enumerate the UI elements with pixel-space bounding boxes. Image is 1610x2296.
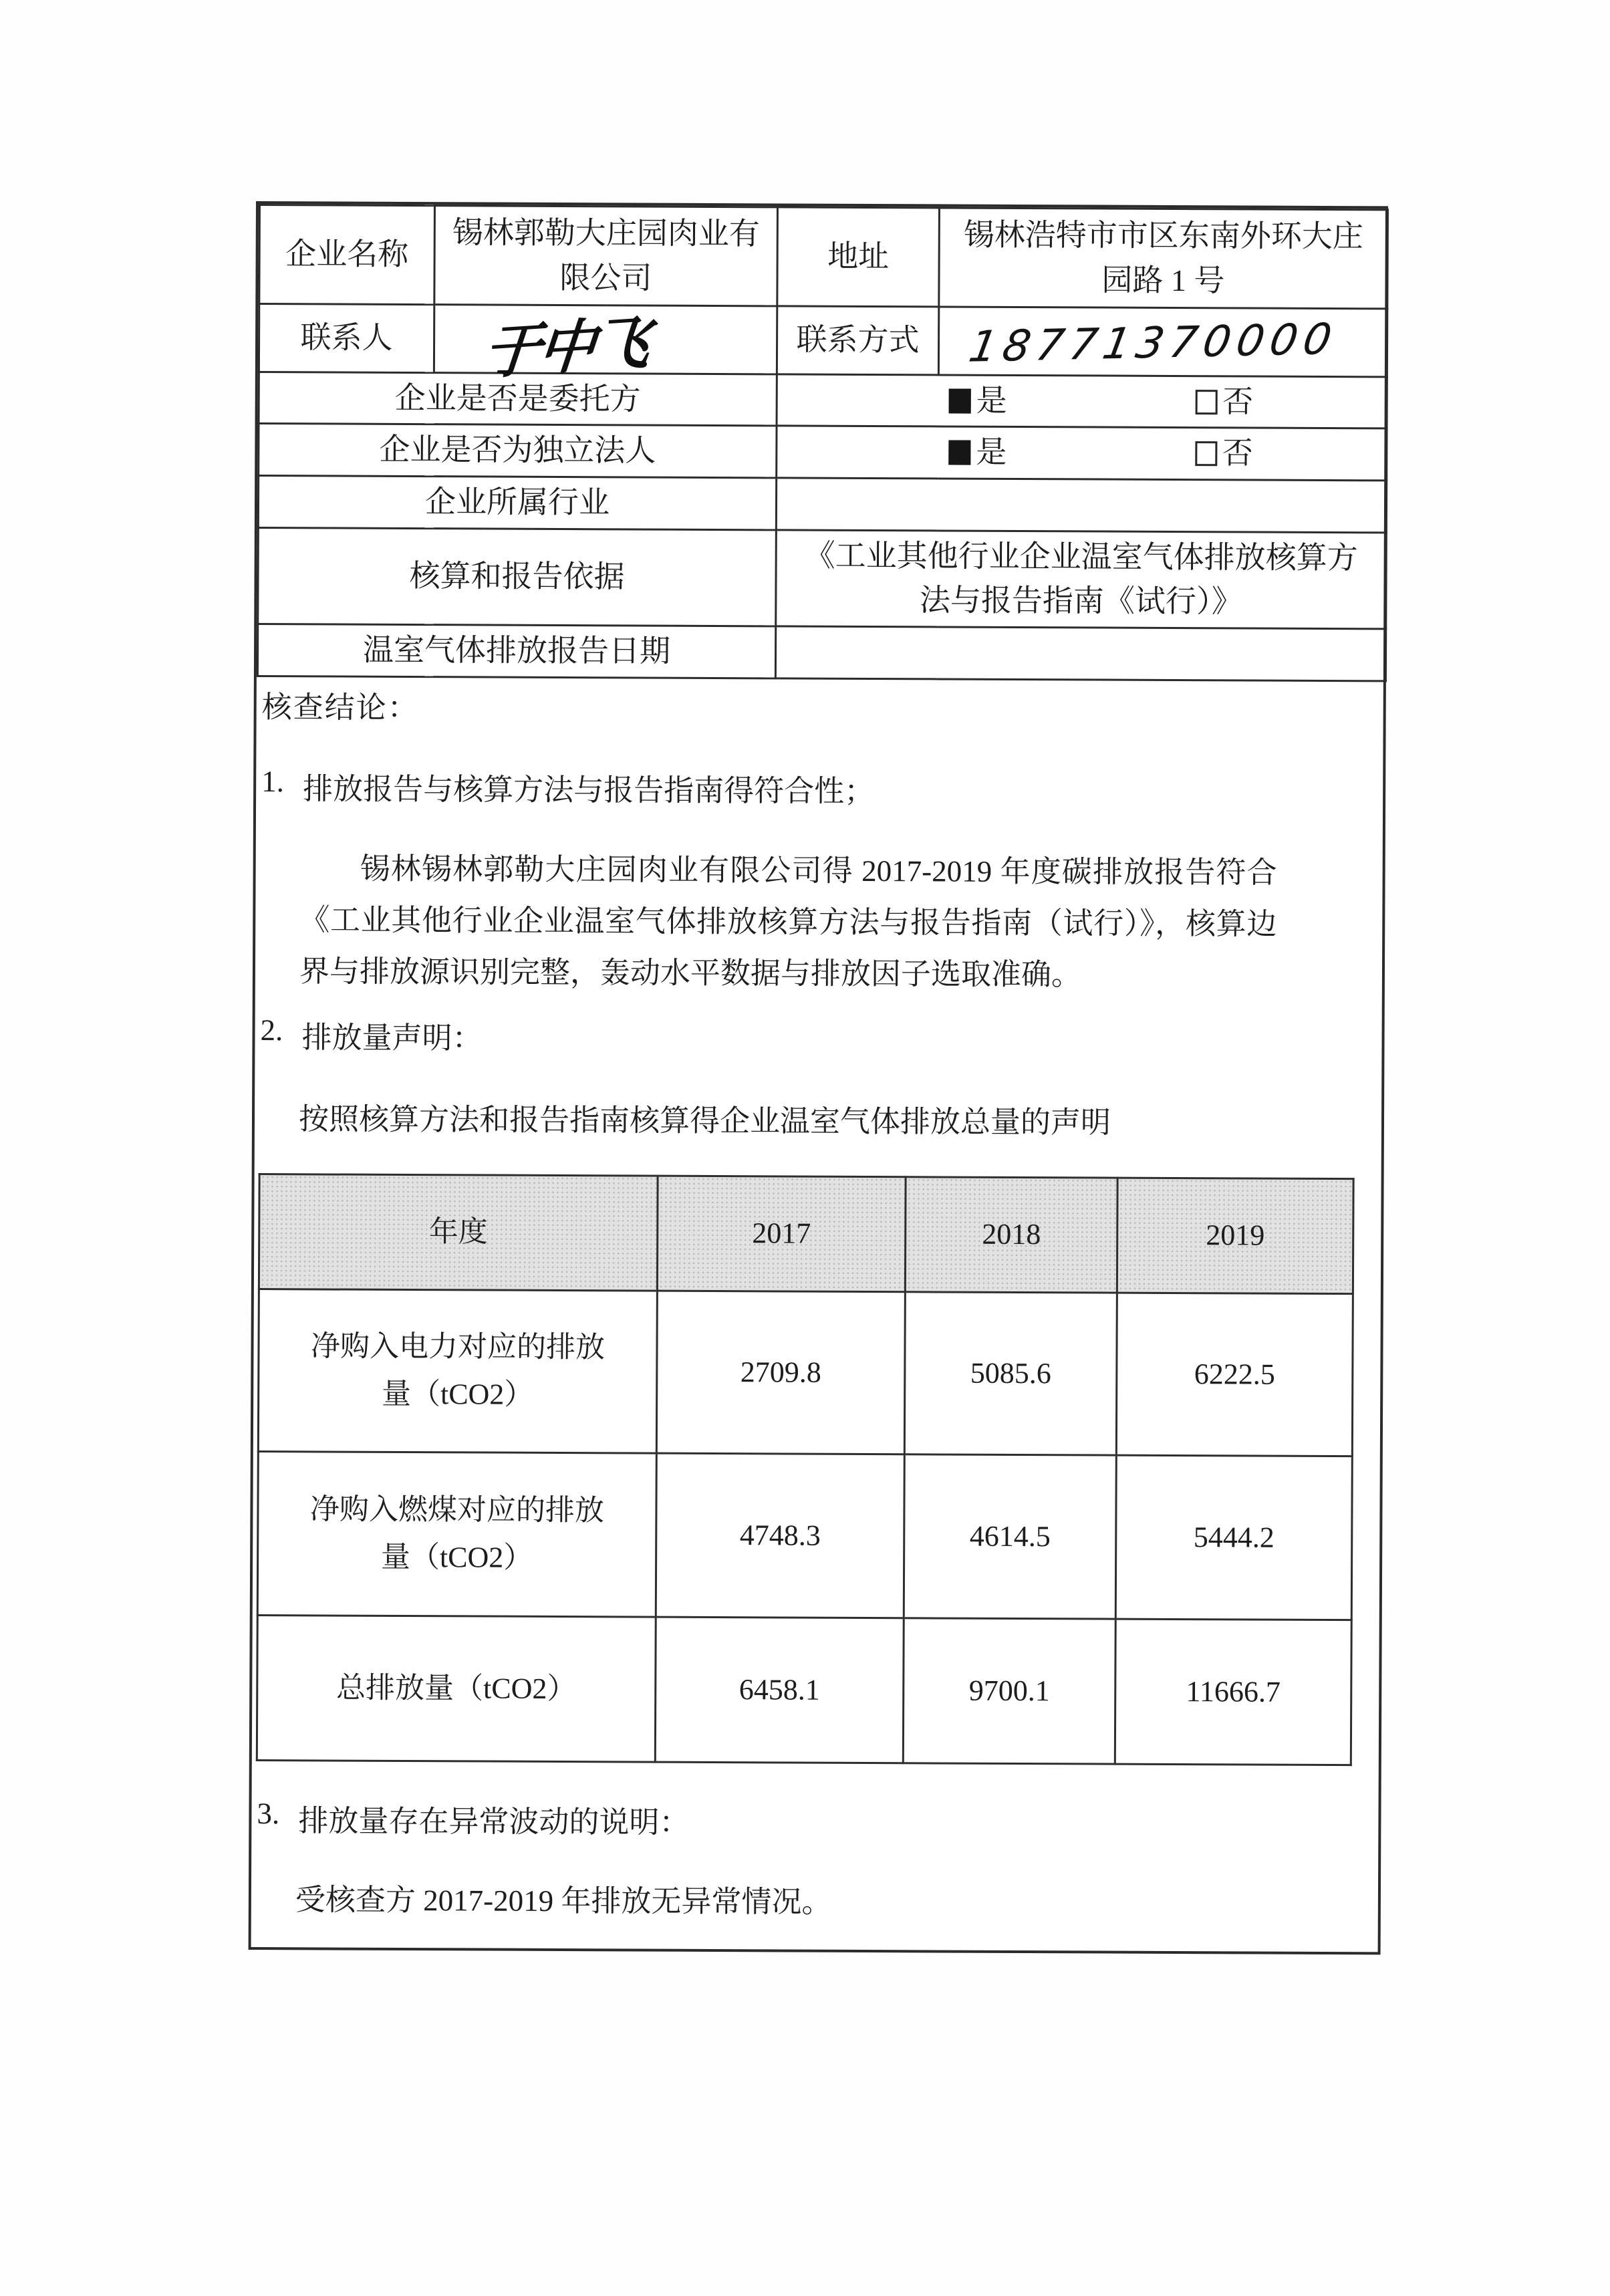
value-cell <box>903 1618 1115 1764</box>
value-cell <box>904 1454 1116 1619</box>
value-text: 6222.5 <box>1194 1357 1275 1391</box>
value-text: 4614.5 <box>969 1519 1051 1553</box>
header-text: 年度 <box>428 1215 488 1249</box>
conclusion-item-1-paragraph: 锡林锡林郭勒大庄园肉业有限公司得 2017-2019 年度碳排放报告符合《工业其他行业企业温室气体排放核算方法与报告指南（试行）》，核算边界与排放源识别完整，轰动水平数据与排放因子选取准确。 <box>299 852 1277 992</box>
table-row <box>259 304 1387 377</box>
company-info-table <box>257 204 1389 682</box>
contact-phone-value <box>938 307 1387 377</box>
report-date-value <box>775 626 1385 681</box>
value-text: 9700.1 <box>968 1674 1050 1707</box>
label-text: 企业所属行业 <box>424 485 610 520</box>
no-option <box>1195 384 1253 418</box>
header-text: 2018 <box>982 1217 1041 1251</box>
table-header-row <box>259 1174 1353 1293</box>
value-cell <box>1116 1293 1353 1456</box>
column-header-2018 <box>905 1177 1117 1293</box>
value-text: 2709.8 <box>740 1355 821 1389</box>
value-text: 6458.1 <box>739 1672 820 1706</box>
label-text: 企业名称 <box>285 237 409 272</box>
item-title: 排放量存在异常波动的说明： <box>298 1804 690 1839</box>
table-row <box>257 624 1385 681</box>
value-cell <box>656 1453 904 1618</box>
conclusion-item-2 <box>260 1013 482 1057</box>
verification-conclusion-section <box>251 677 1383 1952</box>
address-value <box>939 208 1388 309</box>
phone-handwriting: 18771370000 <box>965 314 1341 372</box>
value-text: 5085.6 <box>970 1356 1051 1390</box>
address-label <box>777 207 940 307</box>
industry-label <box>258 476 776 530</box>
table-row-electricity <box>258 1289 1353 1456</box>
item-number: 2. <box>260 1013 283 1047</box>
is-legal-person-label <box>259 424 777 478</box>
table-row-total <box>257 1615 1351 1765</box>
no-option <box>1195 436 1253 471</box>
yes-label: 是 <box>976 435 1007 470</box>
emission-totals-table <box>256 1173 1355 1766</box>
label-text: 企业是否是委托方 <box>394 380 641 416</box>
label-text: 温室气体排放报告日期 <box>362 632 671 668</box>
table-row <box>259 424 1387 481</box>
checkbox-checked-icon <box>949 388 971 413</box>
contact-signature-handwriting: 于中飞 <box>480 308 651 388</box>
value-text: 5444.2 <box>1193 1520 1274 1554</box>
header-text: 2019 <box>1206 1219 1265 1252</box>
column-header-2019 <box>1117 1178 1353 1294</box>
value-cell <box>656 1291 905 1454</box>
value-text: 《工业其他行业企业温室气体排放核算方法与报告指南《试行）》 <box>804 538 1358 619</box>
company-name-label <box>259 205 435 305</box>
value-text: 锡林浩特市市区东南外环大庄园路 1 号 <box>963 217 1363 297</box>
emission-statement-intro: 按照核算方法和报告指南核算得企业温室气体排放总量的声明 <box>298 1102 1111 1140</box>
item-number: 1. <box>261 764 285 799</box>
year-column-header <box>259 1174 658 1291</box>
item-title: 排放报告与核算方法与报告指南得符合性； <box>303 772 875 808</box>
value-cell <box>1115 1455 1352 1620</box>
company-name-value <box>434 206 778 306</box>
value-text: 锡林郭勒大庄园肉业有限公司 <box>452 215 760 295</box>
header-text: 2017 <box>752 1217 811 1250</box>
value-cell <box>904 1292 1117 1455</box>
verification-form <box>249 201 1388 1954</box>
column-header-2017 <box>657 1176 906 1292</box>
label-text: 总排放量（tCO2） <box>336 1671 577 1705</box>
label-text: 企业是否为独立法人 <box>379 432 656 468</box>
value-cell <box>1115 1619 1351 1765</box>
checkbox-checked-icon <box>948 440 970 465</box>
value-text: 11666.7 <box>1186 1674 1281 1708</box>
table-row <box>258 527 1387 629</box>
no-label: 否 <box>1222 384 1254 419</box>
no-label: 否 <box>1222 436 1253 471</box>
conclusion-title: 核查结论： <box>261 690 419 725</box>
label-text: 联系人 <box>300 320 393 355</box>
row-label <box>257 1615 656 1762</box>
label-text: 地址 <box>827 239 890 274</box>
contact-person-label <box>259 304 434 373</box>
table-row <box>259 205 1388 309</box>
row-label <box>258 1289 657 1453</box>
report-date-label <box>257 624 775 678</box>
is-entrusting-party-value <box>777 374 1387 429</box>
label-text: 净购入燃煤对应的排放量（tCO2） <box>309 1493 605 1574</box>
contact-method-label <box>777 306 938 375</box>
conclusion-item-1 <box>261 764 874 810</box>
table-row-coal <box>257 1451 1352 1620</box>
yes-label: 是 <box>976 383 1007 418</box>
item-number: 3. <box>257 1796 280 1830</box>
industry-value <box>776 478 1386 533</box>
conclusion-item-3 <box>257 1796 689 1841</box>
table-row <box>259 372 1387 428</box>
checkbox-empty-icon <box>1195 442 1217 467</box>
label-text: 联系方式 <box>796 322 920 358</box>
item-title: 排放量声明： <box>301 1021 483 1055</box>
is-legal-person-value <box>777 426 1387 481</box>
emission-table-container <box>256 1173 1355 1766</box>
value-text: 4748.3 <box>739 1518 821 1552</box>
abnormal-fluctuation-statement: 受核查方 2017-2019 年排放无异常情况。 <box>295 1883 832 1919</box>
accounting-basis-value <box>776 530 1387 629</box>
accounting-basis-label <box>258 527 777 626</box>
label-text: 核算和报告依据 <box>409 559 625 594</box>
value-cell <box>655 1617 904 1763</box>
table-row <box>258 476 1386 533</box>
checkbox-empty-icon <box>1195 390 1217 414</box>
contact-person-value <box>434 305 777 388</box>
label-text: 净购入电力对应的排放量（tCO2） <box>310 1329 606 1411</box>
row-label <box>257 1451 656 1617</box>
